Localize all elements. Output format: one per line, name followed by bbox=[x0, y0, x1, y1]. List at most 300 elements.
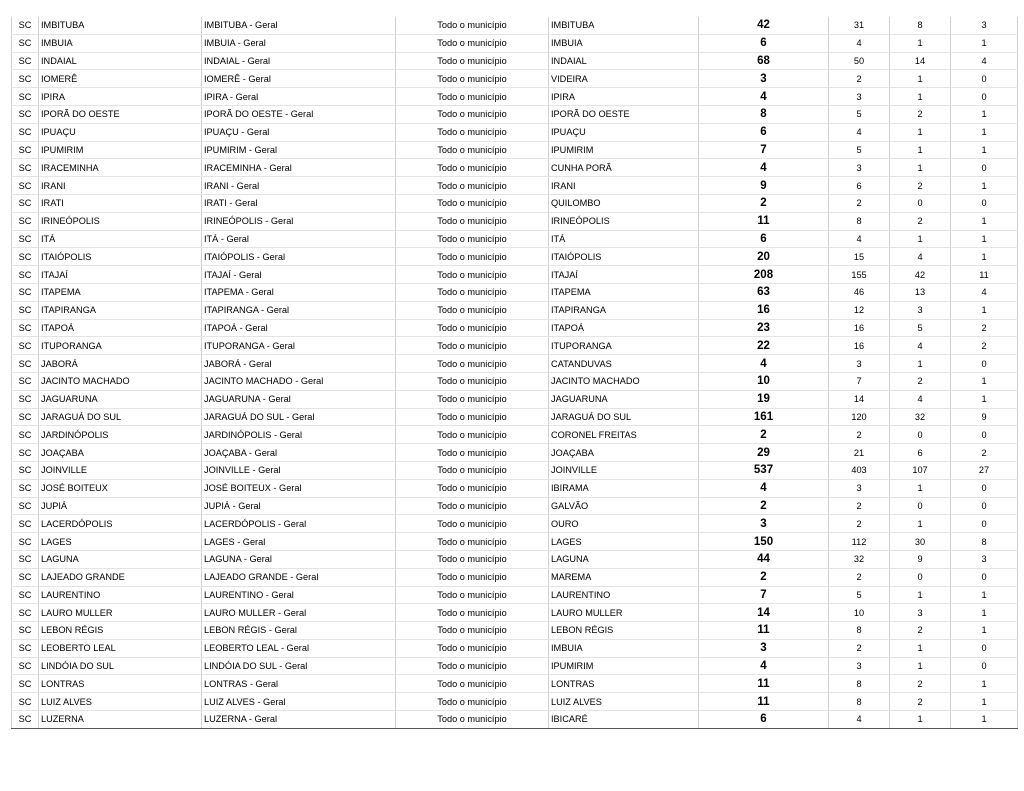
municipality-cell: ITAPEMA bbox=[39, 283, 202, 301]
value-c-cell: 4 bbox=[951, 283, 1018, 301]
municipality-cell: LAJEADO GRANDE bbox=[39, 568, 202, 586]
state-cell: SC bbox=[12, 337, 39, 355]
host-municipality-cell: IRANI bbox=[549, 177, 699, 195]
value-b-cell: 1 bbox=[890, 355, 951, 373]
value-c-cell: 1 bbox=[951, 34, 1018, 52]
total-cell: 4 bbox=[699, 355, 829, 373]
host-municipality-cell: ITAPIRANGA bbox=[549, 301, 699, 319]
value-a-cell: 21 bbox=[829, 444, 890, 462]
value-b-cell: 42 bbox=[890, 266, 951, 284]
total-cell: 63 bbox=[699, 283, 829, 301]
table-row bbox=[12, 177, 1018, 195]
municipality-cell: ITAIÓPOLIS bbox=[39, 248, 202, 266]
description-cell: INDAIAL - Geral bbox=[202, 52, 396, 70]
state-cell: SC bbox=[12, 301, 39, 319]
value-a-cell: 5 bbox=[829, 141, 890, 159]
value-b-cell: 1 bbox=[890, 123, 951, 141]
value-a-cell: 8 bbox=[829, 693, 890, 711]
value-b-cell: 32 bbox=[890, 408, 951, 426]
description-cell: IRANI - Geral bbox=[202, 177, 396, 195]
value-a-cell: 50 bbox=[829, 52, 890, 70]
host-municipality-cell: CORONEL FREITAS bbox=[549, 426, 699, 444]
description-cell: ITAPEMA - Geral bbox=[202, 283, 396, 301]
state-cell: SC bbox=[12, 159, 39, 177]
municipality-cell: JARAGUÁ DO SUL bbox=[39, 408, 202, 426]
value-c-cell: 1 bbox=[951, 230, 1018, 248]
municipality-cell: JOSÉ BOITEUX bbox=[39, 479, 202, 497]
value-c-cell: 3 bbox=[951, 550, 1018, 568]
host-municipality-cell: LONTRAS bbox=[549, 675, 699, 693]
total-cell: 11 bbox=[699, 212, 829, 230]
value-a-cell: 3 bbox=[829, 479, 890, 497]
host-municipality-cell: IMBUIA bbox=[549, 34, 699, 52]
total-cell: 2 bbox=[699, 194, 829, 212]
total-cell: 20 bbox=[699, 248, 829, 266]
scope-cell: Todo o município bbox=[396, 711, 549, 729]
description-cell: ITAPOÁ - Geral bbox=[202, 319, 396, 337]
total-cell: 2 bbox=[699, 426, 829, 444]
scope-cell: Todo o município bbox=[396, 337, 549, 355]
scope-cell: Todo o município bbox=[396, 657, 549, 675]
municipality-cell: IRINEÓPOLIS bbox=[39, 212, 202, 230]
host-municipality-cell: ITAJAÍ bbox=[549, 266, 699, 284]
value-b-cell: 1 bbox=[890, 515, 951, 533]
municipality-cell: LAGUNA bbox=[39, 550, 202, 568]
host-municipality-cell: JOAÇABA bbox=[549, 444, 699, 462]
table-row bbox=[12, 426, 1018, 444]
state-cell: SC bbox=[12, 408, 39, 426]
value-c-cell: 27 bbox=[951, 461, 1018, 479]
state-cell: SC bbox=[12, 479, 39, 497]
table-row bbox=[12, 497, 1018, 515]
table-row bbox=[12, 159, 1018, 177]
description-cell: ITAJAÍ - Geral bbox=[202, 266, 396, 284]
value-b-cell: 14 bbox=[890, 52, 951, 70]
host-municipality-cell: VIDEIRA bbox=[549, 70, 699, 88]
value-a-cell: 10 bbox=[829, 604, 890, 622]
value-c-cell: 4 bbox=[951, 52, 1018, 70]
value-a-cell: 8 bbox=[829, 675, 890, 693]
scope-cell: Todo o município bbox=[396, 693, 549, 711]
total-cell: 23 bbox=[699, 319, 829, 337]
host-municipality-cell: LAURENTINO bbox=[549, 586, 699, 604]
description-cell: IRINEÓPOLIS - Geral bbox=[202, 212, 396, 230]
host-municipality-cell: IPUMIRIM bbox=[549, 657, 699, 675]
description-cell: ITAPIRANGA - Geral bbox=[202, 301, 396, 319]
host-municipality-cell: IPIRA bbox=[549, 88, 699, 106]
municipality-cell: INDAIAL bbox=[39, 52, 202, 70]
host-municipality-cell: GALVÃO bbox=[549, 497, 699, 515]
municipality-cell: LUZERNA bbox=[39, 711, 202, 729]
total-cell: 14 bbox=[699, 604, 829, 622]
value-a-cell: 112 bbox=[829, 533, 890, 551]
value-a-cell: 8 bbox=[829, 212, 890, 230]
value-c-cell: 0 bbox=[951, 88, 1018, 106]
state-cell: SC bbox=[12, 17, 39, 34]
table-row bbox=[12, 444, 1018, 462]
state-cell: SC bbox=[12, 426, 39, 444]
value-c-cell: 9 bbox=[951, 408, 1018, 426]
host-municipality-cell: IPUAÇU bbox=[549, 123, 699, 141]
state-cell: SC bbox=[12, 550, 39, 568]
value-a-cell: 155 bbox=[829, 266, 890, 284]
host-municipality-cell: ITUPORANGA bbox=[549, 337, 699, 355]
state-cell: SC bbox=[12, 372, 39, 390]
state-cell: SC bbox=[12, 70, 39, 88]
table-row bbox=[12, 283, 1018, 301]
state-cell: SC bbox=[12, 230, 39, 248]
host-municipality-cell: IBIRAMA bbox=[549, 479, 699, 497]
value-a-cell: 16 bbox=[829, 337, 890, 355]
description-cell: LEOBERTO LEAL - Geral bbox=[202, 639, 396, 657]
state-cell: SC bbox=[12, 177, 39, 195]
table-row bbox=[12, 390, 1018, 408]
state-cell: SC bbox=[12, 105, 39, 123]
state-cell: SC bbox=[12, 355, 39, 373]
value-c-cell: 1 bbox=[951, 390, 1018, 408]
scope-cell: Todo o município bbox=[396, 604, 549, 622]
value-b-cell: 2 bbox=[890, 212, 951, 230]
scope-cell: Todo o município bbox=[396, 88, 549, 106]
table-row bbox=[12, 408, 1018, 426]
scope-cell: Todo o município bbox=[396, 34, 549, 52]
scope-cell: Todo o município bbox=[396, 497, 549, 515]
state-cell: SC bbox=[12, 444, 39, 462]
value-b-cell: 2 bbox=[890, 693, 951, 711]
state-cell: SC bbox=[12, 533, 39, 551]
description-cell: LUZERNA - Geral bbox=[202, 711, 396, 729]
value-c-cell: 1 bbox=[951, 105, 1018, 123]
value-b-cell: 4 bbox=[890, 390, 951, 408]
value-b-cell: 0 bbox=[890, 194, 951, 212]
host-municipality-cell: MAREMA bbox=[549, 568, 699, 586]
description-cell: IPIRA - Geral bbox=[202, 88, 396, 106]
value-b-cell: 0 bbox=[890, 426, 951, 444]
scope-cell: Todo o município bbox=[396, 177, 549, 195]
host-municipality-cell: IBICARÉ bbox=[549, 711, 699, 729]
value-a-cell: 2 bbox=[829, 568, 890, 586]
table-row bbox=[12, 515, 1018, 533]
value-b-cell: 1 bbox=[890, 479, 951, 497]
value-c-cell: 2 bbox=[951, 444, 1018, 462]
host-municipality-cell: IPORÃ DO OESTE bbox=[549, 105, 699, 123]
municipality-cell: JOINVILLE bbox=[39, 461, 202, 479]
description-cell: JARAGUÁ DO SUL - Geral bbox=[202, 408, 396, 426]
table-row bbox=[12, 693, 1018, 711]
host-municipality-cell: JAGUARUNA bbox=[549, 390, 699, 408]
description-cell: IRACEMINHA - Geral bbox=[202, 159, 396, 177]
total-cell: 68 bbox=[699, 52, 829, 70]
municipality-cell: LAURENTINO bbox=[39, 586, 202, 604]
value-c-cell: 2 bbox=[951, 337, 1018, 355]
table-row bbox=[12, 533, 1018, 551]
value-a-cell: 46 bbox=[829, 283, 890, 301]
description-cell: IMBITUBA - Geral bbox=[202, 17, 396, 34]
value-b-cell: 4 bbox=[890, 248, 951, 266]
scope-cell: Todo o município bbox=[396, 568, 549, 586]
value-a-cell: 5 bbox=[829, 105, 890, 123]
state-cell: SC bbox=[12, 319, 39, 337]
value-c-cell: 0 bbox=[951, 515, 1018, 533]
host-municipality-cell: CATANDUVAS bbox=[549, 355, 699, 373]
table-row bbox=[12, 372, 1018, 390]
scope-cell: Todo o município bbox=[396, 408, 549, 426]
value-c-cell: 1 bbox=[951, 301, 1018, 319]
state-cell: SC bbox=[12, 461, 39, 479]
municipality-cell: ITÁ bbox=[39, 230, 202, 248]
value-a-cell: 4 bbox=[829, 230, 890, 248]
scope-cell: Todo o município bbox=[396, 141, 549, 159]
description-cell: LAGUNA - Geral bbox=[202, 550, 396, 568]
host-municipality-cell: IMBUIA bbox=[549, 639, 699, 657]
value-c-cell: 8 bbox=[951, 533, 1018, 551]
scope-cell: Todo o município bbox=[396, 230, 549, 248]
description-cell: LAJEADO GRANDE - Geral bbox=[202, 568, 396, 586]
total-cell: 44 bbox=[699, 550, 829, 568]
state-cell: SC bbox=[12, 266, 39, 284]
host-municipality-cell: IMBITUBA bbox=[549, 17, 699, 34]
scope-cell: Todo o município bbox=[396, 105, 549, 123]
host-municipality-cell: LAGUNA bbox=[549, 550, 699, 568]
state-cell: SC bbox=[12, 248, 39, 266]
table-row bbox=[12, 604, 1018, 622]
description-cell: IOMERÊ - Geral bbox=[202, 70, 396, 88]
scope-cell: Todo o município bbox=[396, 479, 549, 497]
state-cell: SC bbox=[12, 497, 39, 515]
description-cell: JAGUARUNA - Geral bbox=[202, 390, 396, 408]
value-c-cell: 0 bbox=[951, 426, 1018, 444]
host-municipality-cell: QUILOMBO bbox=[549, 194, 699, 212]
state-cell: SC bbox=[12, 639, 39, 657]
host-municipality-cell: LAGES bbox=[549, 533, 699, 551]
host-municipality-cell: ITAIÓPOLIS bbox=[549, 248, 699, 266]
municipality-cell: JABORÁ bbox=[39, 355, 202, 373]
scope-cell: Todo o município bbox=[396, 390, 549, 408]
host-municipality-cell: JACINTO MACHADO bbox=[549, 372, 699, 390]
value-b-cell: 8 bbox=[890, 17, 951, 34]
state-cell: SC bbox=[12, 194, 39, 212]
municipality-cell: LEBON RÉGIS bbox=[39, 622, 202, 640]
host-municipality-cell: LUIZ ALVES bbox=[549, 693, 699, 711]
value-b-cell: 1 bbox=[890, 711, 951, 729]
municipality-cell: JUPIÁ bbox=[39, 497, 202, 515]
total-cell: 2 bbox=[699, 568, 829, 586]
scope-cell: Todo o município bbox=[396, 283, 549, 301]
state-cell: SC bbox=[12, 568, 39, 586]
total-cell: 6 bbox=[699, 123, 829, 141]
description-cell: LAURO MULLER - Geral bbox=[202, 604, 396, 622]
municipality-cell: IMBUIA bbox=[39, 34, 202, 52]
total-cell: 8 bbox=[699, 105, 829, 123]
value-b-cell: 0 bbox=[890, 497, 951, 515]
municipality-cell: ITAPIRANGA bbox=[39, 301, 202, 319]
value-b-cell: 5 bbox=[890, 319, 951, 337]
value-c-cell: 1 bbox=[951, 212, 1018, 230]
municipality-cell: LACERDÓPOLIS bbox=[39, 515, 202, 533]
value-b-cell: 6 bbox=[890, 444, 951, 462]
municipality-cell: LUIZ ALVES bbox=[39, 693, 202, 711]
scope-cell: Todo o município bbox=[396, 319, 549, 337]
value-a-cell: 2 bbox=[829, 639, 890, 657]
table-row bbox=[12, 70, 1018, 88]
municipality-cell: JOAÇABA bbox=[39, 444, 202, 462]
total-cell: 4 bbox=[699, 479, 829, 497]
description-cell: LAGES - Geral bbox=[202, 533, 396, 551]
table-row bbox=[12, 266, 1018, 284]
value-b-cell: 1 bbox=[890, 70, 951, 88]
description-cell: JARDINÓPOLIS - Geral bbox=[202, 426, 396, 444]
table-body bbox=[12, 17, 1018, 728]
table-row bbox=[12, 461, 1018, 479]
value-c-cell: 0 bbox=[951, 194, 1018, 212]
table-row bbox=[12, 212, 1018, 230]
municipality-cell: IRATI bbox=[39, 194, 202, 212]
value-a-cell: 8 bbox=[829, 622, 890, 640]
total-cell: 6 bbox=[699, 711, 829, 729]
scope-cell: Todo o município bbox=[396, 70, 549, 88]
value-c-cell: 0 bbox=[951, 568, 1018, 586]
value-a-cell: 2 bbox=[829, 497, 890, 515]
state-cell: SC bbox=[12, 141, 39, 159]
scope-cell: Todo o município bbox=[396, 159, 549, 177]
total-cell: 9 bbox=[699, 177, 829, 195]
host-municipality-cell: CUNHA PORÃ bbox=[549, 159, 699, 177]
scope-cell: Todo o município bbox=[396, 194, 549, 212]
municipality-cell: LONTRAS bbox=[39, 675, 202, 693]
municipality-cell: IRACEMINHA bbox=[39, 159, 202, 177]
table-row bbox=[12, 34, 1018, 52]
scope-cell: Todo o município bbox=[396, 372, 549, 390]
value-a-cell: 32 bbox=[829, 550, 890, 568]
municipality-cell: LINDÓIA DO SUL bbox=[39, 657, 202, 675]
description-cell: JOINVILLE - Geral bbox=[202, 461, 396, 479]
value-a-cell: 3 bbox=[829, 88, 890, 106]
description-cell: LINDÓIA DO SUL - Geral bbox=[202, 657, 396, 675]
description-cell: IPORÃ DO OESTE - Geral bbox=[202, 105, 396, 123]
total-cell: 4 bbox=[699, 88, 829, 106]
total-cell: 3 bbox=[699, 515, 829, 533]
description-cell: IPUMIRIM - Geral bbox=[202, 141, 396, 159]
state-cell: SC bbox=[12, 693, 39, 711]
scope-cell: Todo o município bbox=[396, 212, 549, 230]
municipality-cell: ITUPORANGA bbox=[39, 337, 202, 355]
value-b-cell: 1 bbox=[890, 230, 951, 248]
total-cell: 11 bbox=[699, 622, 829, 640]
value-a-cell: 403 bbox=[829, 461, 890, 479]
value-c-cell: 0 bbox=[951, 70, 1018, 88]
description-cell: ITUPORANGA - Geral bbox=[202, 337, 396, 355]
host-municipality-cell: IRINEÓPOLIS bbox=[549, 212, 699, 230]
description-cell: IMBUIA - Geral bbox=[202, 34, 396, 52]
municipality-cell: IPUMIRIM bbox=[39, 141, 202, 159]
state-cell: SC bbox=[12, 283, 39, 301]
scope-cell: Todo o município bbox=[396, 533, 549, 551]
total-cell: 7 bbox=[699, 141, 829, 159]
municipality-cell: ITAPOÁ bbox=[39, 319, 202, 337]
state-cell: SC bbox=[12, 515, 39, 533]
value-c-cell: 0 bbox=[951, 355, 1018, 373]
scope-cell: Todo o município bbox=[396, 550, 549, 568]
description-cell: JOAÇABA - Geral bbox=[202, 444, 396, 462]
value-a-cell: 6 bbox=[829, 177, 890, 195]
value-b-cell: 3 bbox=[890, 301, 951, 319]
value-c-cell: 2 bbox=[951, 319, 1018, 337]
municipality-cell: LAGES bbox=[39, 533, 202, 551]
table-row bbox=[12, 194, 1018, 212]
value-c-cell: 1 bbox=[951, 604, 1018, 622]
description-cell: IPUAÇU - Geral bbox=[202, 123, 396, 141]
scope-cell: Todo o município bbox=[396, 248, 549, 266]
table-row bbox=[12, 141, 1018, 159]
value-c-cell: 1 bbox=[951, 141, 1018, 159]
value-b-cell: 0 bbox=[890, 568, 951, 586]
total-cell: 208 bbox=[699, 266, 829, 284]
host-municipality-cell: INDAIAL bbox=[549, 52, 699, 70]
municipality-cell: LEOBERTO LEAL bbox=[39, 639, 202, 657]
municipality-cell: IMBITUBA bbox=[39, 17, 202, 34]
scope-cell: Todo o município bbox=[396, 675, 549, 693]
value-a-cell: 2 bbox=[829, 515, 890, 533]
scope-cell: Todo o município bbox=[396, 355, 549, 373]
host-municipality-cell: ITAPEMA bbox=[549, 283, 699, 301]
scope-cell: Todo o município bbox=[396, 426, 549, 444]
host-municipality-cell: OURO bbox=[549, 515, 699, 533]
value-a-cell: 4 bbox=[829, 711, 890, 729]
value-b-cell: 2 bbox=[890, 622, 951, 640]
municipality-cell: IPIRA bbox=[39, 88, 202, 106]
scope-cell: Todo o município bbox=[396, 639, 549, 657]
table-row bbox=[12, 88, 1018, 106]
value-b-cell: 2 bbox=[890, 105, 951, 123]
value-b-cell: 2 bbox=[890, 177, 951, 195]
value-a-cell: 2 bbox=[829, 426, 890, 444]
value-a-cell: 31 bbox=[829, 17, 890, 34]
total-cell: 3 bbox=[699, 639, 829, 657]
value-c-cell: 0 bbox=[951, 497, 1018, 515]
value-c-cell: 1 bbox=[951, 693, 1018, 711]
scope-cell: Todo o município bbox=[396, 123, 549, 141]
value-c-cell: 1 bbox=[951, 586, 1018, 604]
scope-cell: Todo o município bbox=[396, 52, 549, 70]
total-cell: 11 bbox=[699, 693, 829, 711]
table-row bbox=[12, 657, 1018, 675]
description-cell: JACINTO MACHADO - Geral bbox=[202, 372, 396, 390]
value-a-cell: 3 bbox=[829, 159, 890, 177]
table-row bbox=[12, 319, 1018, 337]
municipality-table bbox=[11, 17, 1018, 729]
description-cell: JOSÉ BOITEUX - Geral bbox=[202, 479, 396, 497]
total-cell: 22 bbox=[699, 337, 829, 355]
description-cell: JUPIÁ - Geral bbox=[202, 497, 396, 515]
value-c-cell: 0 bbox=[951, 479, 1018, 497]
scope-cell: Todo o município bbox=[396, 461, 549, 479]
value-a-cell: 3 bbox=[829, 355, 890, 373]
value-b-cell: 2 bbox=[890, 675, 951, 693]
municipality-cell: IRANI bbox=[39, 177, 202, 195]
total-cell: 161 bbox=[699, 408, 829, 426]
total-cell: 3 bbox=[699, 70, 829, 88]
total-cell: 537 bbox=[699, 461, 829, 479]
municipality-cell: ITAJAÍ bbox=[39, 266, 202, 284]
value-c-cell: 1 bbox=[951, 123, 1018, 141]
value-b-cell: 3 bbox=[890, 604, 951, 622]
value-b-cell: 107 bbox=[890, 461, 951, 479]
table-row bbox=[12, 622, 1018, 640]
municipality-cell: JAGUARUNA bbox=[39, 390, 202, 408]
state-cell: SC bbox=[12, 123, 39, 141]
table-row bbox=[12, 355, 1018, 373]
value-b-cell: 1 bbox=[890, 657, 951, 675]
